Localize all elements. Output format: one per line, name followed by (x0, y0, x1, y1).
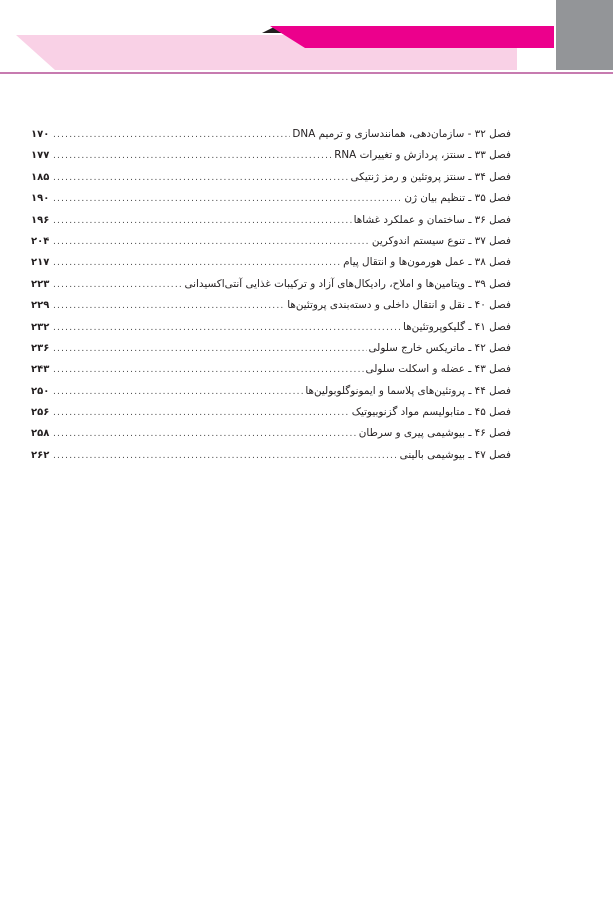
page-header-decoration (0, 0, 613, 80)
dot-leader (53, 232, 370, 253)
dot-leader (53, 403, 350, 424)
toc-entry[interactable] (31, 317, 511, 338)
toc-entry-title: فصل ۳۳ ـ سنتز، پردازش و تغییرات RNA (334, 149, 511, 162)
toc-entry-title: فصل ۳۸ ـ عمل هورمون‌ها و انتقال پیام (343, 256, 511, 269)
dot-leader (53, 318, 401, 339)
toc-entry-page: ۲۱۷ (31, 257, 50, 269)
toc-entry[interactable] (31, 231, 511, 252)
toc-entry-title: فصل ۳۶ ـ ساختمان و عملکرد غشاها (353, 213, 511, 226)
toc-entry-page: ۱۷۷ (31, 150, 50, 162)
toc-entry[interactable] (31, 295, 511, 316)
toc-entry[interactable] (31, 124, 511, 145)
toc-entry[interactable] (31, 402, 511, 423)
toc-entry[interactable] (31, 274, 511, 295)
header-bands-graphic (0, 0, 613, 80)
gray-corner-tab (556, 0, 613, 70)
toc-entry[interactable] (31, 359, 511, 380)
toc-entry-page: ۲۳۶ (31, 342, 50, 354)
toc-entry-page: ۱۸۵ (31, 171, 50, 183)
toc-entry[interactable] (31, 167, 511, 188)
toc-entry-page: ۲۰۴ (31, 235, 50, 247)
dot-leader (53, 382, 303, 403)
dot-leader (53, 168, 348, 189)
toc-entry[interactable] (31, 445, 511, 466)
dot-leader (53, 296, 285, 317)
toc-entry-title: فصل ۴۷ ـ بیوشیمی بالینی (399, 448, 511, 461)
magenta-band (270, 26, 554, 48)
toc-entry-title: فصل ۳۲ - سازمان‌دهی، همانندسازی و ترمیم DNA (292, 128, 511, 140)
toc-entry-title: فصل ۳۴ ـ سنتز پروتئین و رمز ژنتیکی (350, 170, 511, 183)
dot-leader (53, 339, 367, 360)
toc-entry-title: فصل ۴۳ ـ عضله و اسکلت سلولی (365, 363, 511, 376)
dot-leader (53, 125, 290, 146)
table-of-contents (31, 124, 511, 466)
toc-entry-title: فصل ۴۰ ـ نقل و انتقال داخلی و دسته‌بندی پروتئین‌ها (287, 299, 511, 312)
toc-entry[interactable] (31, 252, 511, 273)
toc-entry-title: فصل ۴۲ ـ ماتریکس خارج سلولی (368, 341, 511, 354)
toc-entry-title: فصل ۴۵ ـ متابولیسم مواد گزنوبیوتیک (351, 406, 511, 419)
toc-entry-title: فصل ۳۵ ـ تنظیم بیان ژن (404, 192, 511, 205)
toc-entry-page: ۲۵۶ (31, 407, 50, 419)
toc-entry-page: ۲۳۲ (31, 321, 50, 333)
toc-entry-page: ۲۲۳ (31, 278, 50, 290)
toc-entry[interactable] (31, 423, 511, 444)
toc-entry-page: ۲۵۸ (31, 428, 50, 440)
toc-entry[interactable] (31, 381, 511, 402)
dot-leader (53, 189, 402, 210)
dot-leader (53, 360, 364, 381)
dot-leader (53, 253, 341, 274)
toc-entry-title: فصل ۴۴ ـ پروتئین‌های پلاسما و ایمونوگلوبولین‌ها (305, 384, 511, 397)
toc-entry-page: ۲۶۲ (31, 449, 50, 461)
toc-entry-page: ۲۵۰ (31, 385, 50, 397)
toc-entry-title: فصل ۴۱ ـ گلیکوپروتئین‌ها (403, 320, 511, 333)
dot-leader (53, 424, 357, 445)
toc-entry[interactable] (31, 188, 511, 209)
toc-entry[interactable] (31, 210, 511, 231)
dot-leader (53, 275, 182, 296)
toc-entry[interactable] (31, 145, 511, 166)
toc-entry-page: ۱۹۰ (31, 193, 50, 205)
header-rule-line (0, 72, 613, 74)
dot-leader (53, 446, 398, 467)
toc-entry-title: فصل ۳۹ ـ ویتامین‌ها و املاح، رادیکال‌های آزاد و ترکیبات غذایی آنتی‌اکسیدانی (184, 277, 511, 290)
dot-leader (53, 146, 332, 167)
dot-leader (53, 211, 352, 232)
toc-entry[interactable] (31, 338, 511, 359)
toc-entry-page: ۱۷۰ (31, 129, 50, 140)
toc-entry-page: ۲۲۹ (31, 300, 50, 312)
toc-entry-title: فصل ۴۶ ـ بیوشیمی پیری و سرطان (358, 427, 511, 440)
toc-entry-page: ۲۴۳ (31, 364, 50, 376)
toc-entry-page: ۱۹۶ (31, 214, 50, 226)
toc-entry-title: فصل ۳۷ ـ تنوع سیستم اندوکرین (371, 234, 511, 247)
